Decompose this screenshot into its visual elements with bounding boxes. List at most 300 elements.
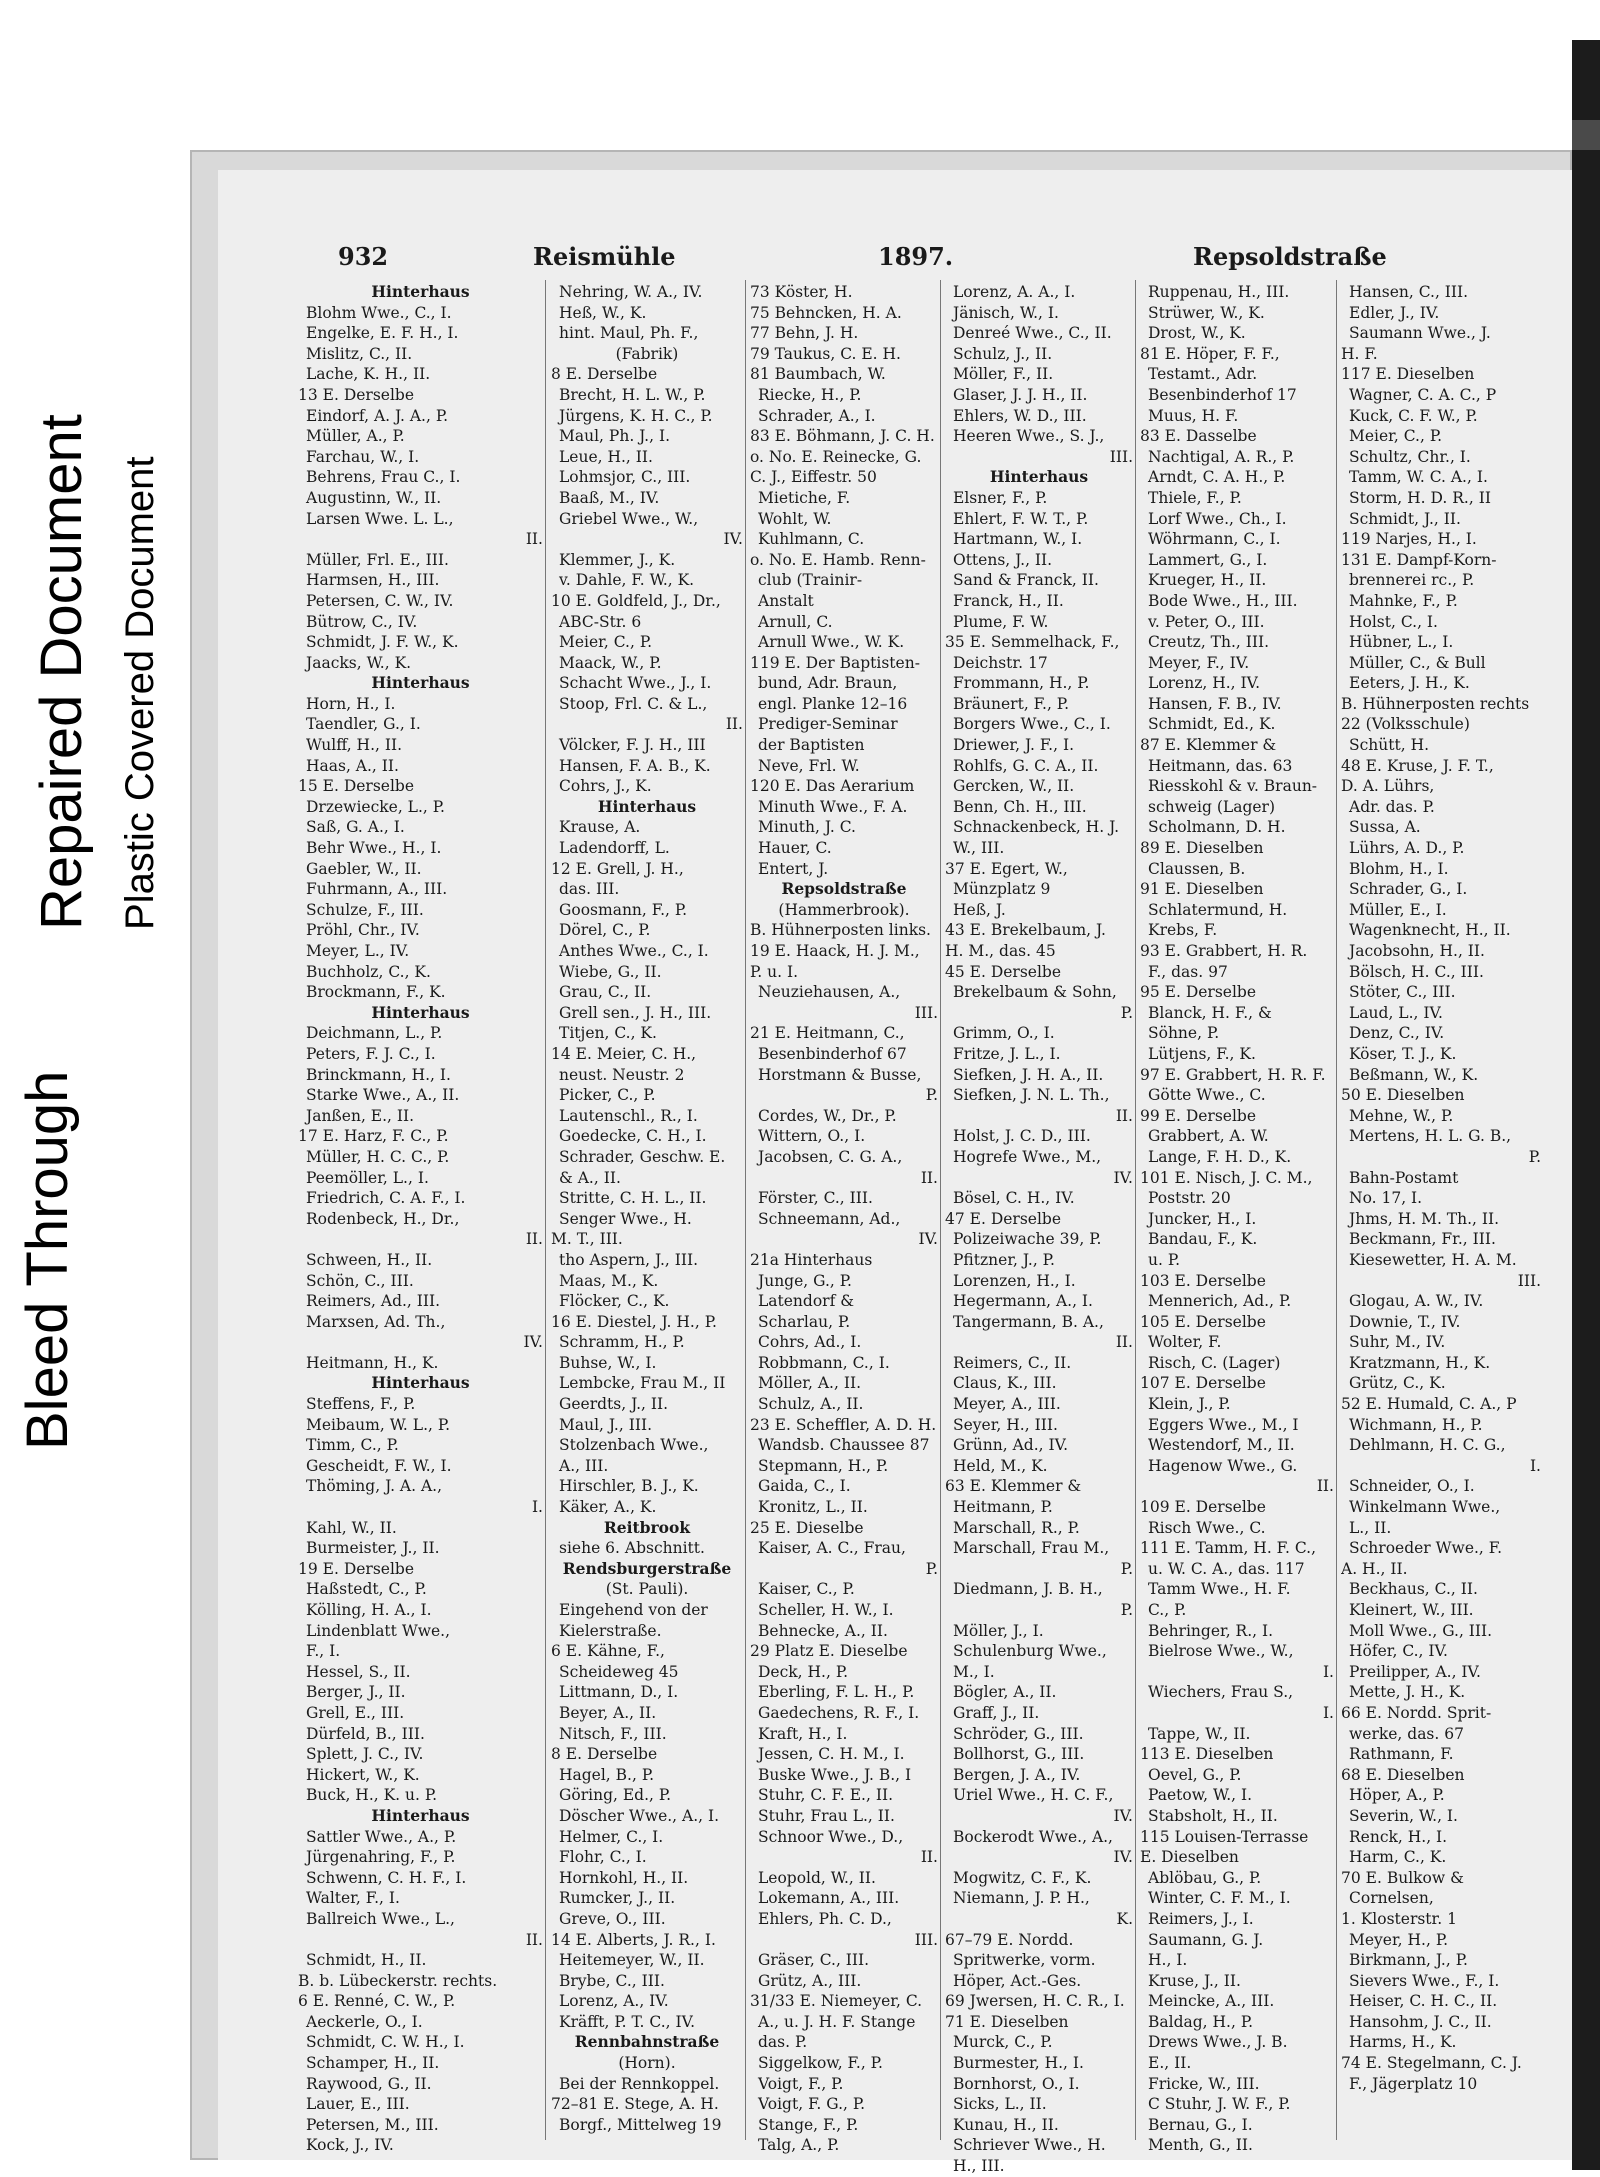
directory-line: P. <box>1120 1559 1133 1578</box>
directory-line: Eberling, F. L. H., P. <box>758 1683 915 1702</box>
directory-line: Severin, W., I. <box>1349 1806 1458 1825</box>
directory-line: Schmidt, J. F. W., K. <box>306 633 459 652</box>
directory-line: Heitmann, P. <box>953 1498 1053 1517</box>
directory-line: 16 E. Diestel, J. H., P. <box>551 1312 717 1331</box>
directory-line: Wichmann, H., P. <box>1349 1415 1483 1434</box>
directory-line: Lauer, E., III. <box>306 2095 410 2114</box>
directory-line: Glogau, A. W., IV. <box>1349 1292 1484 1311</box>
directory-line: Mette, J. H., K. <box>1349 1683 1466 1702</box>
label-sidebar <box>0 150 200 1500</box>
directory-line: Schröder, G., III. <box>953 1724 1084 1743</box>
directory-line: Lorenz, A. A., I. <box>953 283 1076 301</box>
directory-line: Griebel Wwe., W., <box>559 509 699 528</box>
directory-line: Saumann, G. J. <box>1148 1930 1264 1949</box>
directory-line: Schmidt, C. W. H., I. <box>306 2033 465 2052</box>
directory-line: Meyer, A., III. <box>953 1395 1061 1414</box>
directory-line: Hessel, S., II. <box>306 1662 411 1681</box>
directory-line: Lütjens, F., K. <box>1148 1044 1256 1063</box>
directory-line: Goedecke, C. H., I. <box>559 1127 707 1146</box>
directory-line: Jhms, H. M. Th., II. <box>1349 1209 1500 1228</box>
directory-line: II. <box>920 1848 938 1867</box>
directory-line: Polizeiwache 39, P. <box>953 1230 1102 1249</box>
directory-line: Förster, C., III. <box>758 1189 873 1208</box>
directory-line: Thiele, F., P. <box>1148 488 1242 507</box>
directory-line: Holst, J. C. D., III. <box>953 1127 1091 1146</box>
directory-line: Jürgenahring, F., P. <box>306 1848 456 1867</box>
directory-line: 8 E. Derselbe <box>551 1745 658 1764</box>
directory-line: Lindenblatt Wwe., <box>306 1621 451 1640</box>
directory-line: Claussen, B. <box>1148 859 1246 878</box>
directory-column-3 <box>750 282 938 2156</box>
directory-line: Hagenow Wwe., G. <box>1148 1456 1298 1475</box>
directory-line: Minuth Wwe., F. A. <box>758 797 908 816</box>
directory-column-6 <box>1341 282 1541 2094</box>
directory-line: Bollhorst, G., III. <box>953 1745 1085 1764</box>
directory-line: H. M., das. 45 <box>945 942 1056 960</box>
directory-line: Behrens, Frau C., I. <box>306 468 461 487</box>
directory-line: Meyer, F., IV. <box>1148 653 1250 672</box>
directory-line: Storm, H. D. R., II <box>1349 488 1491 507</box>
directory-line: Flohr, C., I. <box>559 1848 647 1867</box>
directory-line: 115 Louisen-Terrasse <box>1140 1827 1309 1846</box>
directory-line: Schacht Wwe., J., I. <box>559 674 712 693</box>
directory-column-5 <box>1140 282 1334 2156</box>
directory-line: 107 E. Derselbe <box>1140 1374 1266 1393</box>
directory-line: 77 Behn, J. H. <box>750 324 859 343</box>
directory-line: Gaebler, W., II. <box>306 859 422 878</box>
directory-line: Höper, Act.-Ges. <box>953 1971 1082 1990</box>
directory-line: Jürgens, K. H. C., P. <box>559 406 713 425</box>
directory-line: Peemöller, L., I. <box>306 1168 429 1187</box>
directory-line: Maul, Ph. J., I. <box>559 427 671 446</box>
directory-line: Schneider, O., I. <box>1349 1477 1475 1496</box>
directory-line: Raywood, G., II. <box>306 2074 432 2093</box>
directory-line: M. T., III. <box>551 1230 623 1249</box>
directory-line: (Horn). <box>618 2054 676 2073</box>
directory-line: III. <box>1517 1271 1541 1290</box>
directory-line: Grell, E., III. <box>306 1703 405 1722</box>
directory-line: Gräser, C., III. <box>758 1951 870 1970</box>
directory-line: Ehlert, F. W. T., P. <box>953 509 1089 528</box>
directory-line: Gaida, C., I. <box>758 1477 851 1496</box>
directory-line: E. Dieselben <box>1140 1848 1239 1867</box>
directory-line: Heitemeyer, W., II. <box>559 1951 705 1970</box>
directory-line: Deck, H., P. <box>758 1662 849 1681</box>
directory-line: Riecke, H., P. <box>758 385 862 404</box>
top-margin <box>0 0 1600 40</box>
directory-line: Deichstr. 17 <box>953 653 1048 672</box>
directory-line: ABC-Str. 6 <box>559 612 642 631</box>
directory-line: Rennbahnstraße <box>574 2032 720 2052</box>
directory-line: Poststr. 20 <box>1148 1189 1231 1208</box>
directory-line: Rathmann, F. <box>1349 1745 1454 1764</box>
directory-line: Jessen, C. H. M., I. <box>758 1745 905 1764</box>
directory-line: Eeters, J. H., K. <box>1349 674 1470 693</box>
directory-line: Kleinert, W., III. <box>1349 1601 1474 1619</box>
directory-line: 37 E. Egert, W., <box>945 859 1068 878</box>
directory-line: Möller, J., I. <box>953 1621 1044 1640</box>
directory-line: Baaß, M., IV. <box>559 488 660 507</box>
directory-line: H. F. <box>1341 344 1378 363</box>
directory-line: Hansen, C., III. <box>1349 283 1469 301</box>
directory-line: Paetow, W., I. <box>1148 1786 1253 1805</box>
directory-line: Claus, K., III. <box>953 1374 1057 1393</box>
directory-line: Sussa, A. <box>1349 818 1421 837</box>
directory-line: Kuck, C. F. W., P. <box>1349 406 1478 425</box>
directory-line: Blanck, H. F., & <box>1148 1003 1272 1022</box>
directory-line: Mennerich, Ad., P. <box>1148 1292 1292 1311</box>
directory-line: Goosmann, F., P. <box>559 900 688 919</box>
directory-line: III. <box>914 1003 938 1022</box>
directory-line: Testamt., Adr. <box>1148 365 1258 384</box>
directory-line: Strüwer, W., K. <box>1148 303 1265 322</box>
directory-line: 120 E. Das Aerarium <box>750 777 915 796</box>
directory-line: Maas, M., K. <box>559 1271 659 1290</box>
directory-line: der Baptisten <box>758 736 865 755</box>
directory-line: P. u. I. <box>750 962 799 981</box>
directory-line: Hogrefe Wwe., M., <box>953 1147 1102 1166</box>
directory-line: Drzewiecke, L., P. <box>306 797 445 816</box>
directory-line: Tangermann, B. A., <box>953 1312 1104 1331</box>
directory-line: siehe 6. Abschnitt. <box>559 1539 705 1558</box>
directory-line: Völcker, F. J. H., III <box>559 736 706 755</box>
directory-line: 68 E. Dieselben <box>1341 1765 1465 1784</box>
directory-line: A., III. <box>559 1456 609 1475</box>
directory-line: I. <box>1322 1703 1334 1722</box>
directory-line: Downie, T., IV. <box>1349 1312 1461 1331</box>
directory-line: F., I. <box>306 1642 341 1661</box>
directory-line: Brecht, H. L. W., P. <box>559 385 706 404</box>
directory-line: 21 E. Heitmann, C., <box>750 1024 905 1043</box>
directory-line: Stabsholt, H., II. <box>1148 1806 1278 1825</box>
directory-line: Kölling, H. A., I. <box>306 1601 432 1619</box>
directory-line: Höper, A., P. <box>1349 1786 1445 1805</box>
directory-line: 23 E. Scheffler, A. D. H. <box>750 1415 937 1434</box>
directory-line: Sand & Franck, II. <box>953 571 1099 590</box>
directory-line: 71 E. Dieselben <box>945 2012 1069 2031</box>
directory-line: Ablöbau, G., P. <box>1148 1868 1262 1887</box>
directory-line: Titjen, C., K. <box>559 1024 657 1043</box>
directory-line: 79 Taukus, C. E. H. <box>750 344 901 363</box>
directory-line: Farchau, W., I. <box>306 447 420 466</box>
directory-line: 83 E. Böhmann, J. C. H. <box>750 427 935 446</box>
directory-line: Höfer, C., IV. <box>1349 1642 1448 1661</box>
directory-line: Lorf Wwe., Ch., I. <box>1148 509 1287 528</box>
directory-line: Driewer, J. F., I. <box>953 736 1075 755</box>
directory-line: III. <box>914 1930 938 1949</box>
directory-line: Holst, C., I. <box>1349 612 1438 631</box>
directory-line: IV. <box>1113 1806 1133 1825</box>
directory-line: Saß, G. A., I. <box>306 818 405 837</box>
directory-line: 14 E. Alberts, J. R., I. <box>551 1930 716 1949</box>
directory-line: IV. <box>1113 1848 1133 1867</box>
directory-line: Petersen, M., III. <box>306 2115 439 2134</box>
directory-line: F., Jägerplatz 10 <box>1349 2074 1478 2093</box>
directory-line: Lührs, A. D., P. <box>1349 839 1465 858</box>
directory-line: Buske Wwe., J. B., I <box>758 1765 912 1784</box>
directory-line: Köser, T. J., K. <box>1349 1044 1457 1063</box>
directory-line: 43 E. Brekelbaum, J. <box>945 921 1106 940</box>
directory-line: Hinterhaus <box>371 1373 470 1393</box>
directory-line: Niemann, J. P. H., <box>953 1889 1090 1908</box>
directory-line: Hirschler, B. J., K. <box>559 1477 699 1496</box>
directory-line: II. <box>1115 1106 1133 1125</box>
directory-line: 14 E. Meier, C. H., <box>551 1044 697 1063</box>
directory-line: Maack, W., P. <box>559 653 662 672</box>
directory-line: IV. <box>918 1230 938 1249</box>
directory-line: Kunau, H., II. <box>953 2115 1059 2134</box>
directory-line: Rendsburgerstraße <box>562 1558 732 1578</box>
directory-line: Repsoldstraße <box>781 879 907 899</box>
directory-line: Latendorf & <box>758 1292 855 1311</box>
directory-line: Leue, H., II. <box>559 447 653 466</box>
directory-line: Lembcke, Frau M., II <box>559 1374 726 1393</box>
directory-line: Käker, A., K. <box>559 1498 657 1517</box>
directory-line: Bandau, F., K. <box>1148 1230 1258 1249</box>
directory-line: Wittern, O., I. <box>758 1127 866 1146</box>
directory-line: Schlatermund, H. <box>1148 900 1288 919</box>
directory-line: Behr Wwe., H., I. <box>306 839 442 858</box>
directory-line: bund, Adr. Braun, <box>758 674 898 693</box>
directory-line: Kratzmann, H., K. <box>1349 1353 1491 1372</box>
directory-line: Burmeister, J., II. <box>306 1539 440 1558</box>
directory-line: Schön, C., III. <box>306 1271 414 1290</box>
directory-line: Göring, Ed., P. <box>559 1786 672 1805</box>
directory-line: Hinterhaus <box>371 1002 470 1022</box>
directory-line: Suhr, M., IV. <box>1349 1333 1446 1352</box>
directory-line: Splett, J. C., IV. <box>306 1745 424 1764</box>
directory-line: Baldag, H., P. <box>1148 2012 1254 2031</box>
directory-line: Hinterhaus <box>371 673 470 693</box>
directory-line: Mietiche, F. <box>758 488 851 507</box>
directory-line: Grell sen., J. H., III. <box>559 1003 712 1022</box>
directory-line: Cordes, W., Dr., P. <box>758 1106 897 1125</box>
directory-line: II. <box>1115 1333 1133 1352</box>
directory-line: Pfitzner, J., P. <box>953 1250 1055 1269</box>
directory-line: Kronitz, L., II. <box>758 1498 868 1517</box>
directory-line: Berger, J., II. <box>306 1683 406 1702</box>
directory-line: Wohlt, W. <box>758 509 832 528</box>
directory-line: das. III. <box>559 880 620 899</box>
directory-line: Murck, C., P. <box>953 2033 1053 2052</box>
directory-line: Wöhrmann, C., I. <box>1148 530 1281 549</box>
directory-line: 29 Platz E. Dieselbe <box>750 1642 908 1661</box>
directory-line: Lorenz, A., IV. <box>559 1992 669 2011</box>
directory-column-4 <box>945 282 1133 2177</box>
year-heading: 1897. <box>878 242 954 271</box>
directory-line: Grabbert, A. W. <box>1148 1127 1269 1146</box>
directory-line: Schneemann, Ad., <box>758 1209 901 1228</box>
directory-line: Flöcker, C., K. <box>559 1292 670 1311</box>
directory-line: Behnecke, A., II. <box>758 1621 888 1640</box>
directory-line: 25 E. Dieselbe <box>750 1518 864 1537</box>
directory-line: Grimm, O., I. <box>953 1024 1055 1043</box>
directory-line: Talg, A., P. <box>758 2136 840 2155</box>
directory-line: Müller, E., I. <box>1349 900 1447 919</box>
directory-line: P. <box>1120 1601 1133 1619</box>
directory-line: Hegermann, A., I. <box>953 1292 1093 1311</box>
directory-line: Preilipper, A., IV. <box>1349 1662 1481 1681</box>
directory-line: 66 E. Nordd. Sprit- <box>1341 1703 1492 1722</box>
page-number: 932 <box>338 242 389 271</box>
directory-line: (Fabrik) <box>615 344 679 363</box>
directory-line: 67–79 E. Nordd. <box>945 1930 1074 1949</box>
directory-line: Hinterhaus <box>597 796 697 816</box>
directory-line: Juncker, H., I. <box>1148 1209 1257 1228</box>
directory-line: P. <box>925 1559 938 1578</box>
directory-line: Scharlau, P. <box>758 1312 851 1331</box>
directory-line: Mertens, H. L. G. B., <box>1349 1127 1512 1146</box>
directory-line: Saumann Wwe., J. <box>1349 324 1491 343</box>
directory-line: Schmidt, H., II. <box>306 1951 427 1970</box>
directory-line: Nitsch, F., III. <box>559 1724 667 1743</box>
directory-line: Gaedechens, R. F., I. <box>758 1703 920 1722</box>
directory-line: 93 E. Grabbert, H. R. <box>1140 942 1308 960</box>
directory-line: Arnull Wwe., W. K. <box>758 633 905 652</box>
directory-line: 95 E. Derselbe <box>1140 983 1257 1002</box>
directory-line: Dehlmann, H. C. G., <box>1349 1436 1506 1455</box>
directory-line: Harms, H., K. <box>1349 2033 1457 2052</box>
directory-line: Heß, W., K. <box>559 303 647 322</box>
directory-line: (Hammerbrook). <box>778 900 910 919</box>
directory-line: Arndt, C. A. H., P. <box>1148 468 1286 487</box>
directory-line: Klemmer, J., K. <box>559 550 676 569</box>
directory-line: Fritze, J. L., I. <box>953 1044 1061 1063</box>
directory-line: Lache, K. H., II. <box>306 365 431 384</box>
directory-line: K. <box>1116 1909 1133 1928</box>
directory-line: F., das. 97 <box>1148 962 1228 981</box>
directory-line: Maul, J., III. <box>559 1415 652 1434</box>
directory-line: Siefken, J. H. A., II. <box>953 1065 1104 1084</box>
directory-line: Borgers Wwe., C., I. <box>953 715 1111 734</box>
directory-line: Marschall, R., P. <box>953 1518 1080 1537</box>
directory-line: Lange, F. H. D., K. <box>1148 1147 1292 1166</box>
directory-line: Scheller, H. W., I. <box>758 1601 894 1619</box>
directory-line: Aeckerle, O., I. <box>306 2012 423 2031</box>
directory-line: Wagner, C. A. C., P <box>1349 385 1497 404</box>
directory-line: Ehlers, Ph. C. D., <box>758 1909 892 1928</box>
directory-line: Muus, H. F. <box>1148 406 1239 425</box>
directory-line: brennerei rc., P. <box>1349 571 1475 590</box>
directory-line: Voigt, F., P. <box>758 2074 844 2093</box>
directory-line: Dürfeld, B., III. <box>306 1724 425 1743</box>
page-header <box>338 242 1518 282</box>
directory-line: 119 E. Der Baptisten- <box>750 653 920 672</box>
directory-line: 97 E. Grabbert, H. R. F. <box>1140 1065 1326 1084</box>
directory-line: Frommann, H., P. <box>953 674 1090 693</box>
directory-line: Heitmann, H., K. <box>306 1353 439 1372</box>
directory-line: (St. Pauli). <box>605 1580 689 1599</box>
directory-line: Hansen, F. B., IV. <box>1148 694 1282 713</box>
column-rule <box>1135 280 1136 2140</box>
directory-line: Hornkohl, H., II. <box>559 1868 689 1887</box>
directory-line: C Stuhr, J. W. F., P. <box>1148 2095 1291 2114</box>
directory-line: das. P. <box>758 2033 808 2052</box>
directory-line: Denreé Wwe., C., II. <box>953 324 1112 343</box>
directory-line: Schrader, Geschw. E. <box>559 1147 726 1166</box>
directory-line: Entert, J. <box>758 859 829 878</box>
directory-line: 113 E. Dieselben <box>1140 1745 1274 1764</box>
directory-column-2 <box>551 282 743 2135</box>
directory-line: Nehring, W. A., IV. <box>559 283 703 301</box>
directory-line: Cornelsen, <box>1349 1889 1434 1908</box>
directory-line: Buhse, W., I. <box>559 1353 657 1372</box>
directory-line: Meyer, L., IV. <box>306 942 410 960</box>
directory-line: Reitbrook <box>603 1517 691 1537</box>
directory-line: Menth, G., II. <box>1148 2136 1253 2155</box>
directory-line: Prediger-Seminar <box>758 715 898 734</box>
directory-line: Gercken, W., II. <box>953 777 1075 796</box>
directory-line: Reimers, C., II. <box>953 1353 1072 1372</box>
directory-line: Möller, F., II. <box>953 365 1054 384</box>
directory-line: 47 E. Derselbe <box>945 1209 1062 1228</box>
directory-line: Schwenn, C. H. F., I. <box>306 1868 467 1887</box>
directory-line: Kielerstraße. <box>559 1621 662 1640</box>
directory-line: Bernau, G., I. <box>1148 2115 1253 2134</box>
directory-line: Siggelkow, F., P. <box>758 2054 883 2073</box>
directory-line: Schmidt, Ed., K. <box>1148 715 1276 734</box>
directory-line: 83 E. Dasselbe <box>1140 427 1257 446</box>
directory-line: Robbmann, C., I. <box>758 1353 890 1372</box>
directory-line: 117 E. Dieselben <box>1341 365 1475 384</box>
directory-line: 111 E. Tamm, H. F. C., <box>1140 1539 1317 1558</box>
directory-line: Grütz, C., K. <box>1349 1374 1446 1393</box>
directory-line: 13 E. Derselbe <box>298 385 415 404</box>
directory-line: Augustinn, W., II. <box>306 488 442 507</box>
directory-line: 74 E. Stegelmann, C. J. <box>1341 2054 1522 2073</box>
directory-line: Müller, Frl. E., III. <box>306 550 449 569</box>
directory-line: Stoop, Frl. C. & L., <box>559 694 708 713</box>
directory-line: werke, das. 67 <box>1349 1724 1464 1743</box>
directory-line: Jacobsohn, H., II. <box>1349 942 1485 960</box>
scanned-page <box>190 150 1572 2176</box>
directory-line: I. <box>531 1498 543 1517</box>
directory-line: Möller, A., II. <box>758 1374 861 1393</box>
scanner-edge-bar <box>1572 40 1600 2170</box>
directory-line: Bockerodt Wwe., A., <box>953 1827 1113 1846</box>
directory-line: Bielrose Wwe., W., <box>1148 1642 1294 1661</box>
directory-line: No. 17, I. <box>1349 1189 1423 1208</box>
directory-line: Diedmann, J. B. H., <box>953 1580 1103 1599</box>
directory-line: Hagel, B., P. <box>559 1765 655 1784</box>
directory-line: u. W. C. A., das. 117 <box>1148 1559 1305 1578</box>
directory-line: A., u. J. H. F. Stange <box>758 2012 916 2031</box>
directory-column-1 <box>298 282 543 2156</box>
directory-line: Müller, C., & Bull <box>1349 653 1486 672</box>
directory-line: Hartmann, W., I. <box>953 530 1083 549</box>
directory-line: Tappe, W., II. <box>1148 1724 1251 1743</box>
directory-line: Sattler Wwe., A., P. <box>306 1827 457 1846</box>
directory-line: Heeren Wwe., S. J., <box>953 427 1105 446</box>
directory-line: Mislitz, C., II. <box>306 344 413 363</box>
directory-line: D. A. Lührs, <box>1341 777 1435 796</box>
directory-line: Deichmann, L., P. <box>306 1024 443 1043</box>
directory-line: Renck, H., I. <box>1349 1827 1448 1846</box>
directory-line: 87 E. Klemmer & <box>1140 736 1277 755</box>
directory-line: Benn, Ch. H., III. <box>953 797 1087 816</box>
directory-line: Haßstedt, C., P. <box>306 1580 427 1599</box>
directory-line: Oevel, G., P. <box>1148 1765 1242 1784</box>
directory-line: tho Aspern, J., III. <box>559 1250 699 1269</box>
directory-line: Mogwitz, C. F., K. <box>953 1868 1092 1887</box>
directory-line: 63 E. Klemmer & <box>945 1477 1082 1496</box>
directory-line: Dörel, C., P. <box>559 921 651 940</box>
directory-line: Steffens, F., P. <box>306 1395 416 1414</box>
directory-line: Ladendorff, L. <box>559 839 670 858</box>
directory-line: Buck, H., K. u. P. <box>306 1786 438 1805</box>
directory-line: Hinterhaus <box>989 467 1089 487</box>
directory-line: Fuhrmann, A., III. <box>306 880 448 899</box>
